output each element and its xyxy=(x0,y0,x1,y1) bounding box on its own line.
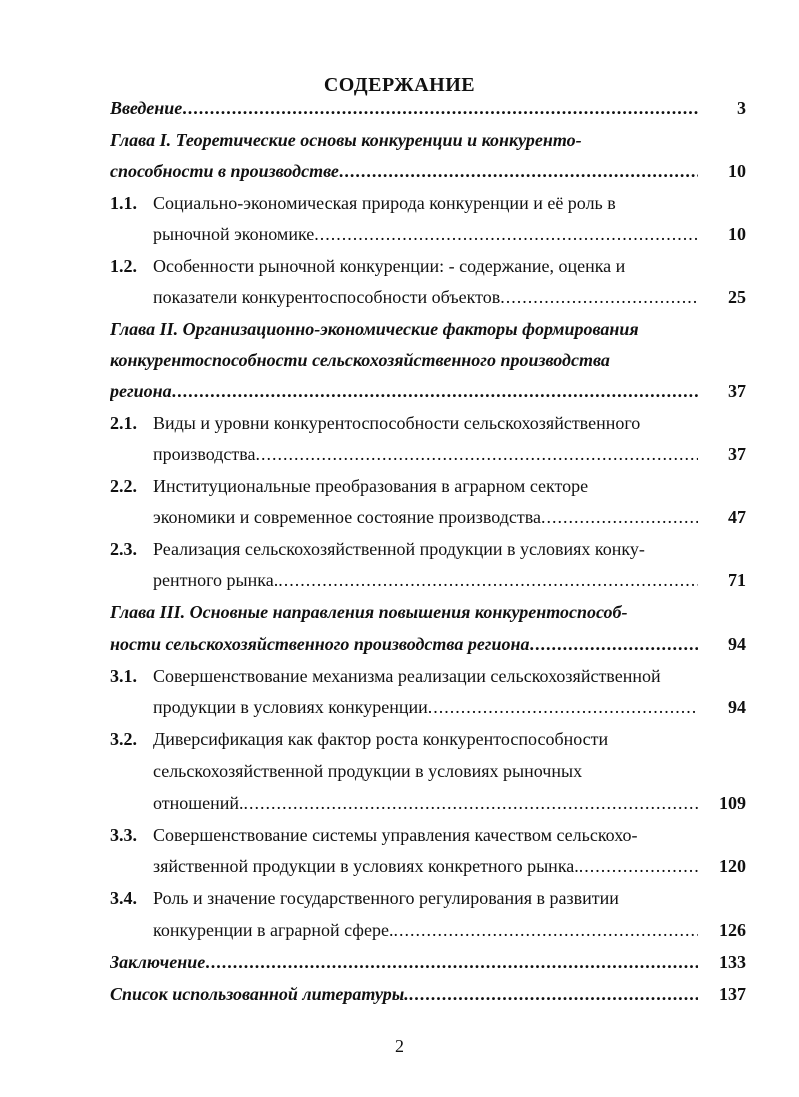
dot-leader xyxy=(529,630,698,658)
toc-label: производства xyxy=(153,444,256,464)
toc-label: способности в производстве xyxy=(110,161,339,181)
section-number: 3.1. xyxy=(110,666,137,686)
toc-section-2-2-line1: Институциональные преобразования в аграрном секторе xyxy=(153,476,589,496)
toc-entry-intro[interactable] xyxy=(0,94,799,122)
toc-page: 137 xyxy=(719,984,746,1004)
toc-chapter-3-line1: Глава III. Основные направления повышения конкурентоспособ- xyxy=(110,602,628,622)
section-number: 2.3. xyxy=(110,539,137,559)
toc-label: Введение xyxy=(110,98,183,118)
toc-entry-chapter-3[interactable] xyxy=(0,630,799,658)
toc-entry-chapter-1[interactable] xyxy=(0,157,799,185)
toc-chapter-2-line1: Глава II. Организационно-экономические факторы формирования xyxy=(110,319,639,339)
toc-label: продукции в условиях конкуренции xyxy=(153,697,428,717)
section-number: 2.1. xyxy=(110,413,137,433)
page-number: 2 xyxy=(395,1036,404,1056)
dot-leader xyxy=(256,440,699,468)
toc-page: 94 xyxy=(728,697,746,717)
dot-leader xyxy=(278,566,698,594)
dot-leader xyxy=(339,157,698,185)
toc-label: рыночной экономике xyxy=(153,224,315,244)
toc-page: 37 xyxy=(728,381,746,401)
toc-label: рентного рынка. xyxy=(153,570,279,590)
toc-entry-conclusion[interactable] xyxy=(0,948,799,976)
dot-leader xyxy=(409,980,698,1008)
dot-leader xyxy=(244,789,698,817)
section-number: 3.3. xyxy=(110,825,137,845)
toc-page: 10 xyxy=(728,224,746,244)
toc-section-3-1-line1: Совершенствование механизма реализации сельскохозяйственной xyxy=(153,666,661,686)
toc-entry-section-3-1[interactable] xyxy=(0,693,799,721)
toc-page: 37 xyxy=(728,444,746,464)
toc-label: ности сельскохозяйственного производства региона xyxy=(110,634,530,654)
dot-leader xyxy=(205,948,698,976)
toc-entry-section-1-2[interactable] xyxy=(0,283,799,311)
section-number: 2.2. xyxy=(110,476,137,496)
toc-page: 71 xyxy=(728,570,746,590)
toc-entry-section-1-1[interactable] xyxy=(0,220,799,248)
toc-section-1-2-line1: Особенности рыночной конкуренции: - содержание, оценка и xyxy=(153,256,626,276)
toc-chapter-2-line2: конкурентоспособности сельскохозяйственного производства xyxy=(110,350,610,370)
section-number: 3.2. xyxy=(110,729,137,749)
dot-leader xyxy=(541,503,698,531)
toc-label: отношений. xyxy=(153,793,244,813)
toc-section-3-2-line2: сельскохозяйственной продукции в условиях рыночных xyxy=(153,761,583,781)
toc-label: зяйственной продукции в условиях конкретного рынка. xyxy=(153,856,579,876)
dot-leader xyxy=(500,283,698,311)
toc-label: Список использованной литературы. xyxy=(110,984,409,1004)
toc-label: экономики и современное состояние производства xyxy=(153,507,541,527)
toc-section-2-3-line1: Реализация сельскохозяйственной продукции в условиях конку- xyxy=(153,539,645,559)
toc-page: 3 xyxy=(737,98,746,118)
dot-leader xyxy=(428,693,698,721)
toc-label: Заключение xyxy=(110,952,206,972)
section-number: 1.2. xyxy=(110,256,137,276)
page-title: СОДЕРЖАНИЕ xyxy=(323,74,476,96)
toc-page: 126 xyxy=(719,920,746,940)
dot-leader xyxy=(579,852,698,880)
toc-page: 25 xyxy=(728,287,746,307)
toc-label: конкуренции в аграрной сфере. xyxy=(153,920,394,940)
toc-entry-section-3-3[interactable] xyxy=(0,852,799,880)
toc-page: 10 xyxy=(728,161,746,181)
toc-section-1-1-line1: Социально-экономическая природа конкуренции и её роль в xyxy=(153,193,616,213)
toc-page: 109 xyxy=(719,793,746,813)
dot-leader xyxy=(182,94,698,122)
toc-entry-section-3-2[interactable] xyxy=(0,789,799,817)
toc-page: 120 xyxy=(719,856,746,876)
dot-leader xyxy=(172,377,698,405)
toc-entry-section-2-3[interactable] xyxy=(0,566,799,594)
dot-leader xyxy=(393,916,698,944)
toc-section-3-3-line1: Совершенствование системы управления качеством сельскохо- xyxy=(153,825,638,845)
toc-entry-section-2-2[interactable] xyxy=(0,503,799,531)
toc-label: показатели конкурентоспособности объектов xyxy=(153,287,501,307)
toc-entry-section-3-4[interactable] xyxy=(0,916,799,944)
toc-page: 133 xyxy=(719,952,746,972)
toc-label: региона xyxy=(110,381,172,401)
section-number: 3.4. xyxy=(110,888,137,908)
toc-page: 47 xyxy=(728,507,746,527)
toc-page: 94 xyxy=(728,634,746,654)
toc-entry-bibliography[interactable] xyxy=(0,980,799,1008)
toc-entry-chapter-2[interactable] xyxy=(0,377,799,405)
toc-section-3-4-line1: Роль и значение государственного регулирования в развитии xyxy=(153,888,619,908)
section-number: 1.1. xyxy=(110,193,137,213)
toc-section-3-2-line1: Диверсификация как фактор роста конкурентоспособности xyxy=(153,729,609,749)
toc-section-2-1-line1: Виды и уровни конкурентоспособности сельскохозяйственного xyxy=(153,413,641,433)
toc-chapter-1-line1: Глава I. Теоретические основы конкуренции и конкуренто- xyxy=(110,130,582,150)
toc-entry-section-2-1[interactable] xyxy=(0,440,799,468)
dot-leader xyxy=(314,220,698,248)
